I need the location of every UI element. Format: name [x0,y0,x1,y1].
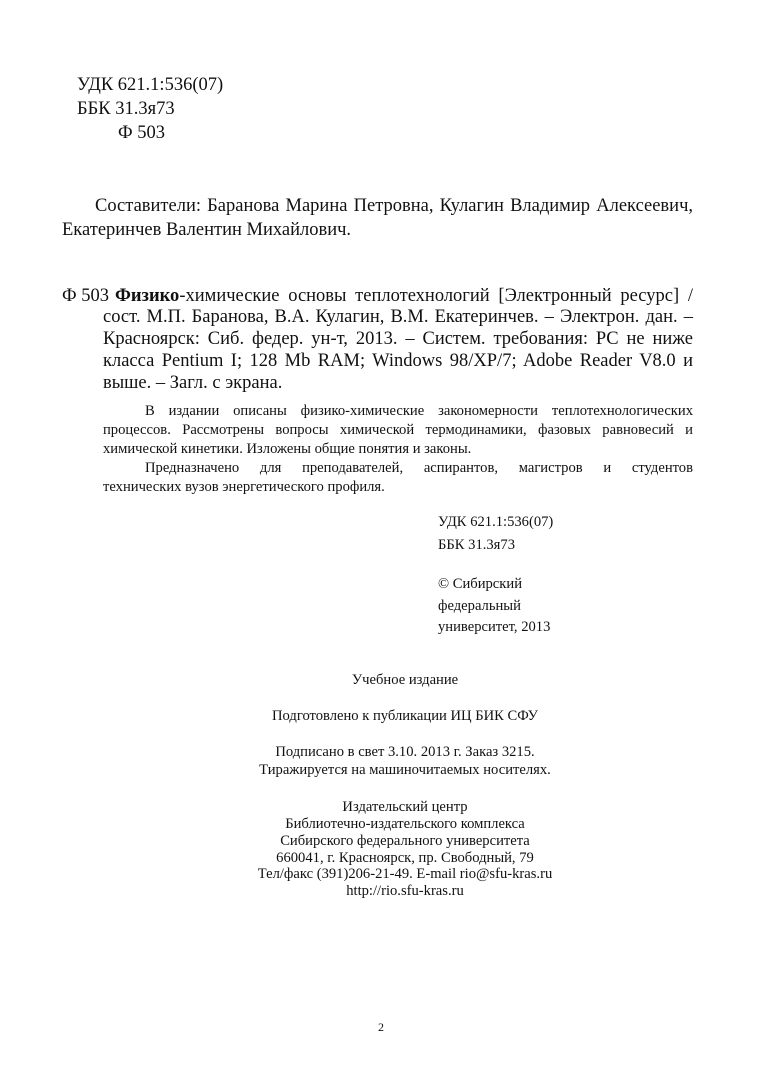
edition-type: Учебное издание [351,672,459,688]
abstract-line: Предназначено для преподавателей, аспирантов, магистров и студентов [145,460,693,476]
author-code: Ф 503 [118,123,165,143]
bibliographic-line-4: класса Pentium I; 128 Mb RAM; Windows 98/XP/7; Adobe Reader V8.0 и [103,351,693,371]
bib-title-rest: -химические основы теплотехнологий [Электронный ресурс] / [179,286,693,306]
publisher-website: http://rio.sfu-kras.ru [346,883,464,899]
bibliographic-line-5: выше. – Загл. с экрана. [103,373,283,393]
compilers-line-2: Екатеринчев Валентин Михайлович. [62,220,352,240]
abstract-line: технических вузов энергетического профиля. [103,479,385,495]
prepared-by: Подготовлено к публикации ИЦ БИК СФУ [271,708,538,724]
copyright-line: университет, 2013 [438,619,551,635]
publisher-contacts: Тел/факс (391)206-21-49. E-mail rio@sfu-kras.ru [257,866,553,882]
bibliographic-line-3: Красноярск: Сиб. федер. ун-т, 2013. – Систем. требования: PC не ниже [103,329,693,349]
publisher-line: Сибирского федерального университета [280,833,530,849]
publisher-line: Издательский центр [342,799,468,815]
abstract-line: В издании описаны физико-химические закономерности теплотехнологических [145,403,693,419]
replicated-info: Тиражируется на машиночитаемых носителях. [259,762,551,778]
bbk-right: ББК 31.3я73 [438,537,515,553]
bib-code: Ф 503 [62,286,109,306]
udk-header: УДК 621.1:536(07) [77,75,224,95]
bibliographic-line-1 [62,287,693,306]
udk-right: УДК 621.1:536(07) [438,514,554,530]
signed-info: Подписано в свет 3.10. 2013 г. Заказ 3215. [275,744,535,760]
bbk-header: ББК 31.3я73 [77,99,175,119]
copyright-line: федеральный [438,598,521,614]
page-number: 2 [378,1020,384,1034]
abstract-line: химической кинетики. Изложены общие понятия и законы. [103,441,472,457]
publisher-address: 660041, г. Красноярск, пр. Свободный, 79 [276,850,534,866]
compilers-line-1: Составители: Баранова Марина Петровна, Кулагин Владимир Алексеевич, [95,196,693,216]
publisher-line: Библиотечно-издательского комплекса [285,816,525,832]
bib-title-bold: Физико [115,286,180,306]
bibliographic-line-2: сост. М.П. Баранова, В.А. Кулагин, В.М. Екатеринчев. – Электрон. дан. – [103,307,693,327]
abstract-line: процессов. Рассмотрены вопросы химической термодинамики, фазовых равновесий и [103,422,693,438]
copyright-line: © Сибирский [438,576,522,592]
